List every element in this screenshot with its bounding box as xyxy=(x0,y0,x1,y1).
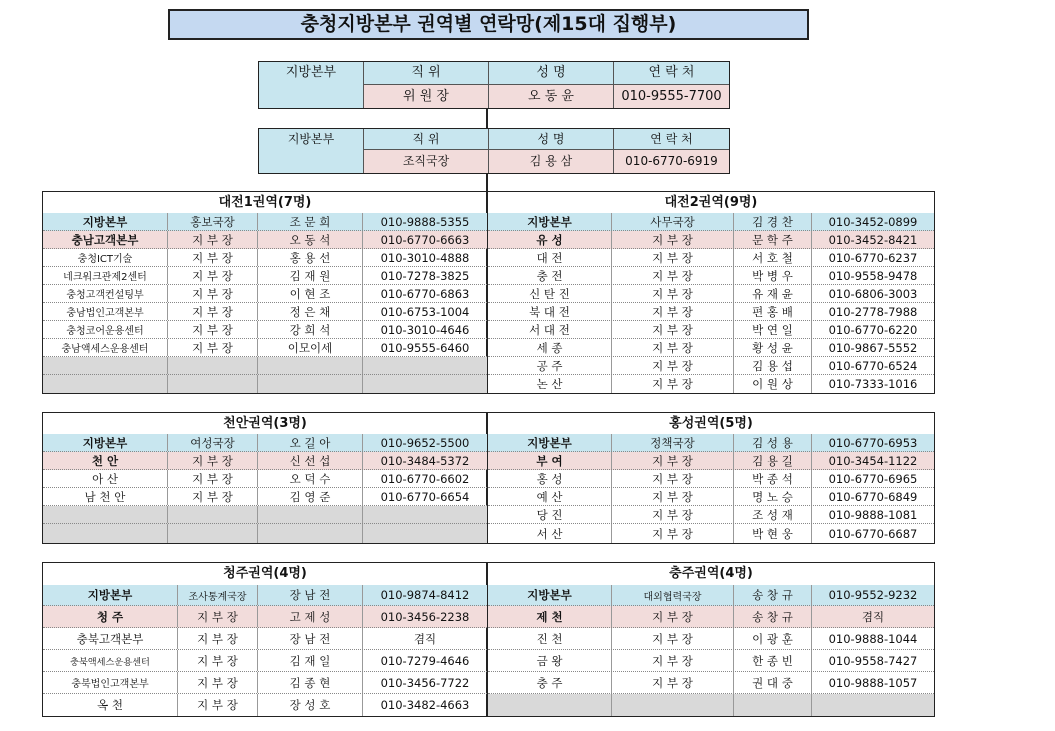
table-row xyxy=(488,285,934,303)
row-contact: 010-3010-4888 xyxy=(380,250,470,265)
table-row xyxy=(488,375,934,393)
row-bonbu: 신 탄 진 xyxy=(488,285,612,302)
table-row xyxy=(488,506,934,524)
row-position: 지 부 장 xyxy=(612,506,734,523)
row-name: 정 은 채 xyxy=(258,303,363,320)
empty-cell xyxy=(258,357,363,374)
row-contact: 010-9888-1081 xyxy=(828,507,918,522)
row-position: 지 부 장 xyxy=(168,321,258,338)
row-name: 김 재 원 xyxy=(258,267,363,284)
row-contact: 010-3484-5372 xyxy=(380,453,470,468)
table-row xyxy=(43,321,487,339)
row-position: 지 부 장 xyxy=(612,267,734,284)
row-name: 홍 용 선 xyxy=(258,249,363,266)
head-name: 조 문 희 xyxy=(258,213,363,230)
region-title-daejeon1: 대전1권역(7명) xyxy=(218,195,312,210)
table-row xyxy=(488,488,934,506)
empty-cell xyxy=(43,375,168,393)
row-contact: 010-3456-7722 xyxy=(380,675,470,690)
table-row xyxy=(488,452,934,470)
region-head-row xyxy=(488,213,934,231)
row-position: 지 부 장 xyxy=(178,672,258,693)
row-contact: 010-6770-6602 xyxy=(380,471,470,486)
table-row xyxy=(488,303,934,321)
row-bonbu: 논 산 xyxy=(488,375,612,393)
row-contact: 010-6753-1004 xyxy=(380,304,470,319)
head-contact: 010-6770-6953 xyxy=(828,435,918,450)
row-contact: 010-3482-4663 xyxy=(380,698,470,712)
table-row xyxy=(488,606,934,628)
head-position: 조사통계국장 xyxy=(178,585,258,605)
head-contact: 010-3452-0899 xyxy=(828,214,918,229)
row-position: 지 부 장 xyxy=(612,628,734,649)
table-row xyxy=(488,249,934,267)
empty-row xyxy=(43,357,487,375)
table-row xyxy=(43,267,487,285)
row-bonbu: 홍 성 xyxy=(488,470,612,487)
row-position: 지 부 장 xyxy=(612,321,734,338)
row-name: 권 대 중 xyxy=(734,672,812,693)
row-name: 조 성 재 xyxy=(734,506,812,523)
region-group-cheongju-chungju xyxy=(42,562,935,717)
row-contact: 010-6770-6220 xyxy=(828,322,918,337)
chairman-position: 위 원 장 xyxy=(364,85,489,108)
row-contact: 010-6770-6849 xyxy=(828,489,918,504)
row-name: 장 남 전 xyxy=(258,628,363,649)
row-name: 김 종 현 xyxy=(258,672,363,693)
region-title-cheonan: 천안권역(3명) xyxy=(223,416,307,431)
row-name: 유 재 윤 xyxy=(734,285,812,302)
region-head-row xyxy=(43,213,487,231)
row-name: 황 성 윤 xyxy=(734,339,812,356)
row-bonbu: 충남법인고객본부 xyxy=(43,303,168,320)
head-bonbu: 지방본부 xyxy=(43,213,168,230)
row-position: 지 부 장 xyxy=(612,452,734,469)
head-name: 김 경 찬 xyxy=(734,213,812,230)
row-position: 지 부 장 xyxy=(612,375,734,393)
head-position: 사무국장 xyxy=(612,213,734,230)
empty-cell xyxy=(43,524,168,543)
row-position: 지 부 장 xyxy=(178,606,258,627)
organizer-header-contact: 연 락 처 xyxy=(614,129,729,150)
table-row xyxy=(488,650,934,672)
row-position: 지 부 장 xyxy=(612,470,734,487)
row-contact: 010-9888-1044 xyxy=(828,631,918,646)
row-contact: 010-9888-1057 xyxy=(828,675,918,690)
head-position: 홍보국장 xyxy=(168,213,258,230)
row-contact: 010-6770-6524 xyxy=(828,358,918,373)
row-bonbu: 공 주 xyxy=(488,357,612,374)
region-head-row xyxy=(488,585,934,606)
row-contact: 010-3452-8421 xyxy=(828,232,918,247)
row-position: 지 부 장 xyxy=(612,650,734,671)
table-row xyxy=(488,672,934,694)
row-position: 지 부 장 xyxy=(612,303,734,320)
table-row xyxy=(43,628,487,650)
row-name: 한 종 빈 xyxy=(734,650,812,671)
row-name: 이 광 훈 xyxy=(734,628,812,649)
organizer-position: 조직국장 xyxy=(364,150,489,173)
empty-cell xyxy=(168,506,258,523)
row-position: 지 부 장 xyxy=(612,606,734,627)
organizer-header-bonbu: 지방본부 xyxy=(259,129,364,173)
region-head-row xyxy=(43,434,487,452)
row-position: 지 부 장 xyxy=(178,650,258,671)
head-contact: 010-9652-5500 xyxy=(380,435,470,450)
region-group-daejeon xyxy=(42,191,935,394)
head-bonbu: 지방본부 xyxy=(43,585,178,605)
table-row xyxy=(43,452,487,470)
row-name: 장 성 호 xyxy=(258,694,363,716)
head-name: 김 성 용 xyxy=(734,434,812,451)
connector-line-2 xyxy=(486,174,488,192)
empty-cell xyxy=(488,694,612,716)
table-row xyxy=(488,339,934,357)
chairman-header-contact: 연 락 처 xyxy=(614,62,729,85)
row-contact: 010-3010-4646 xyxy=(380,322,470,337)
organizer-header-name: 성 명 xyxy=(489,129,614,150)
head-name: 송 창 규 xyxy=(734,585,812,605)
region-head-row xyxy=(43,585,487,606)
table-row xyxy=(43,672,487,694)
empty-row xyxy=(43,506,487,524)
empty-cell xyxy=(258,375,363,393)
row-bonbu: 세 종 xyxy=(488,339,612,356)
row-name: 이모이세 xyxy=(258,339,363,356)
row-name: 문 학 주 xyxy=(734,231,812,248)
row-bonbu: 부 여 xyxy=(488,452,612,469)
row-position: 지 부 장 xyxy=(168,285,258,302)
row-contact: 010-7278-3825 xyxy=(380,268,470,283)
row-position: 지 부 장 xyxy=(168,249,258,266)
row-bonbu: 네크워크관제2센터 xyxy=(43,267,168,284)
table-row xyxy=(43,249,487,267)
empty-row xyxy=(43,524,487,543)
row-bonbu: 충청ICT기술 xyxy=(43,249,168,266)
row-position: 지 부 장 xyxy=(168,231,258,248)
head-contact: 010-9552-9232 xyxy=(828,588,918,602)
empty-cell xyxy=(43,357,168,374)
table-row xyxy=(488,524,934,543)
table-row xyxy=(43,694,487,716)
row-bonbu: 충남고객본부 xyxy=(43,231,168,248)
row-contact: 010-6770-6863 xyxy=(380,286,470,301)
row-contact: 010-2778-7988 xyxy=(828,304,918,319)
empty-cell xyxy=(258,524,363,543)
row-contact: 겸직 xyxy=(413,631,437,646)
row-name: 박 종 석 xyxy=(734,470,812,487)
row-bonbu: 서 대 전 xyxy=(488,321,612,338)
row-bonbu: 당 진 xyxy=(488,506,612,523)
row-position: 지 부 장 xyxy=(612,357,734,374)
row-contact: 010-6806-3003 xyxy=(828,286,918,301)
row-bonbu: 충청코어운용센터 xyxy=(43,321,168,338)
row-name: 고 제 성 xyxy=(258,606,363,627)
row-position: 지 부 장 xyxy=(178,694,258,716)
table-row xyxy=(488,357,934,375)
row-name: 명 노 승 xyxy=(734,488,812,505)
row-bonbu: 충북고객본부 xyxy=(43,628,178,649)
head-name: 오 길 아 xyxy=(258,434,363,451)
row-position: 지 부 장 xyxy=(168,339,258,356)
table-row xyxy=(488,231,934,249)
chairman-name: 오 동 윤 xyxy=(489,85,614,108)
page-title: 충청지방본부 권역별 연락망(제15대 집행부) xyxy=(168,9,809,40)
row-position: 지 부 장 xyxy=(168,267,258,284)
table-row xyxy=(43,650,487,672)
row-position: 지 부 장 xyxy=(612,672,734,693)
row-name: 김 영 준 xyxy=(258,488,363,505)
row-name: 편 홍 배 xyxy=(734,303,812,320)
connector-line-1 xyxy=(486,109,488,129)
organizer-header-position: 직 위 xyxy=(364,129,489,150)
row-position: 지 부 장 xyxy=(612,285,734,302)
row-position: 지 부 장 xyxy=(168,303,258,320)
row-bonbu: 서 산 xyxy=(488,524,612,543)
row-bonbu: 천 안 xyxy=(43,452,168,469)
row-name: 박 현 웅 xyxy=(734,524,812,543)
row-contact: 010-6770-6663 xyxy=(380,232,470,247)
chairman-header-bonbu: 지방본부 xyxy=(259,62,364,108)
head-bonbu: 지방본부 xyxy=(488,434,612,451)
row-bonbu: 충남액세스운용센터 xyxy=(43,339,168,356)
table-row xyxy=(488,267,934,285)
row-bonbu: 충 주 xyxy=(488,672,612,693)
row-contact: 010-6770-6237 xyxy=(828,250,918,265)
region-group-cheonan-hongseong xyxy=(42,412,935,544)
row-name: 이 현 조 xyxy=(258,285,363,302)
row-name: 강 희 석 xyxy=(258,321,363,338)
row-contact: 010-6770-6687 xyxy=(828,526,918,541)
empty-cell xyxy=(168,357,258,374)
organizer-table xyxy=(258,128,730,174)
row-bonbu: 옥 천 xyxy=(43,694,178,716)
organizer-name: 김 용 삼 xyxy=(489,150,614,173)
table-row xyxy=(488,321,934,339)
table-row xyxy=(43,303,487,321)
region-head-row xyxy=(488,434,934,452)
row-bonbu: 충북법인고객본부 xyxy=(43,672,178,693)
empty-cell xyxy=(258,506,363,523)
row-contact: 010-9867-5552 xyxy=(828,340,918,355)
table-row xyxy=(43,488,487,506)
table-row xyxy=(43,470,487,488)
row-position: 지 부 장 xyxy=(612,488,734,505)
chairman-header-name: 성 명 xyxy=(489,62,614,85)
row-name: 송 창 규 xyxy=(734,606,812,627)
row-name: 오 동 석 xyxy=(258,231,363,248)
row-bonbu: 제 천 xyxy=(488,606,612,627)
head-bonbu: 지방본부 xyxy=(488,585,612,605)
row-bonbu: 충 전 xyxy=(488,267,612,284)
row-bonbu: 충청고객컨설팅부 xyxy=(43,285,168,302)
row-name: 서 호 철 xyxy=(734,249,812,266)
empty-cell xyxy=(168,524,258,543)
empty-cell xyxy=(43,506,168,523)
row-name: 박 병 우 xyxy=(734,267,812,284)
row-name: 신 선 섭 xyxy=(258,452,363,469)
row-contact: 010-3456-2238 xyxy=(380,609,470,624)
row-bonbu: 진 천 xyxy=(488,628,612,649)
row-contact: 010-9558-9478 xyxy=(828,268,918,283)
head-bonbu: 지방본부 xyxy=(488,213,612,230)
empty-cell xyxy=(168,375,258,393)
row-position: 지 부 장 xyxy=(168,452,258,469)
row-contact: 010-3454-1122 xyxy=(828,453,918,468)
row-position: 지 부 장 xyxy=(612,339,734,356)
row-position: 지 부 장 xyxy=(612,249,734,266)
region-title-chungju: 충주권역(4명) xyxy=(669,566,753,581)
row-position: 지 부 장 xyxy=(612,524,734,543)
region-title-cheongju: 청주권역(4명) xyxy=(223,566,307,581)
row-bonbu: 유 성 xyxy=(488,231,612,248)
chairman-header-position: 직 위 xyxy=(364,62,489,85)
row-bonbu: 남 천 안 xyxy=(43,488,168,505)
organizer-contact: 010-6770-6919 xyxy=(614,150,729,173)
table-row xyxy=(43,285,487,303)
head-name: 장 남 전 xyxy=(258,585,363,605)
row-bonbu: 예 산 xyxy=(488,488,612,505)
head-position: 대외협력국장 xyxy=(612,585,734,605)
row-bonbu: 충북액세스운용센터 xyxy=(43,650,178,671)
head-contact: 010-9888-5355 xyxy=(380,214,470,229)
row-bonbu: 청 주 xyxy=(43,606,178,627)
row-contact: 010-9555-6460 xyxy=(380,340,470,355)
head-position: 정책국장 xyxy=(612,434,734,451)
row-bonbu: 아 산 xyxy=(43,470,168,487)
row-name: 이 원 상 xyxy=(734,375,812,393)
row-name: 김 용 길 xyxy=(734,452,812,469)
empty-row xyxy=(488,694,934,716)
row-position: 지 부 장 xyxy=(168,488,258,505)
empty-row xyxy=(43,375,487,393)
row-bonbu: 대 전 xyxy=(488,249,612,266)
empty-cell xyxy=(612,694,734,716)
row-position: 지 부 장 xyxy=(168,470,258,487)
head-contact: 010-9874-8412 xyxy=(380,588,470,602)
row-name: 오 덕 수 xyxy=(258,470,363,487)
empty-cell xyxy=(734,694,812,716)
table-row xyxy=(488,470,934,488)
row-bonbu: 금 왕 xyxy=(488,650,612,671)
head-position: 여성국장 xyxy=(168,434,258,451)
row-contact: 010-7333-1016 xyxy=(828,377,918,391)
row-contact: 010-9558-7427 xyxy=(828,653,918,668)
row-name: 김 재 일 xyxy=(258,650,363,671)
region-title-hongseong: 홍성권역(5명) xyxy=(669,416,753,431)
row-contact: 010-6770-6654 xyxy=(380,489,470,504)
row-position: 지 부 장 xyxy=(612,231,734,248)
row-contact: 010-6770-6965 xyxy=(828,471,918,486)
row-name: 김 용 섭 xyxy=(734,357,812,374)
chairman-contact: 010-9555-7700 xyxy=(614,85,729,108)
table-row xyxy=(488,628,934,650)
chairman-table xyxy=(258,61,730,109)
row-bonbu: 북 대 전 xyxy=(488,303,612,320)
region-title-daejeon2: 대전2권역(9명) xyxy=(664,195,758,210)
table-row xyxy=(43,606,487,628)
table-row xyxy=(43,339,487,357)
row-name: 박 연 일 xyxy=(734,321,812,338)
row-contact: 010-7279-4646 xyxy=(380,653,470,668)
table-row xyxy=(43,231,487,249)
row-contact: 겸직 xyxy=(861,609,885,624)
head-bonbu: 지방본부 xyxy=(43,434,168,451)
row-position: 지 부 장 xyxy=(178,628,258,649)
